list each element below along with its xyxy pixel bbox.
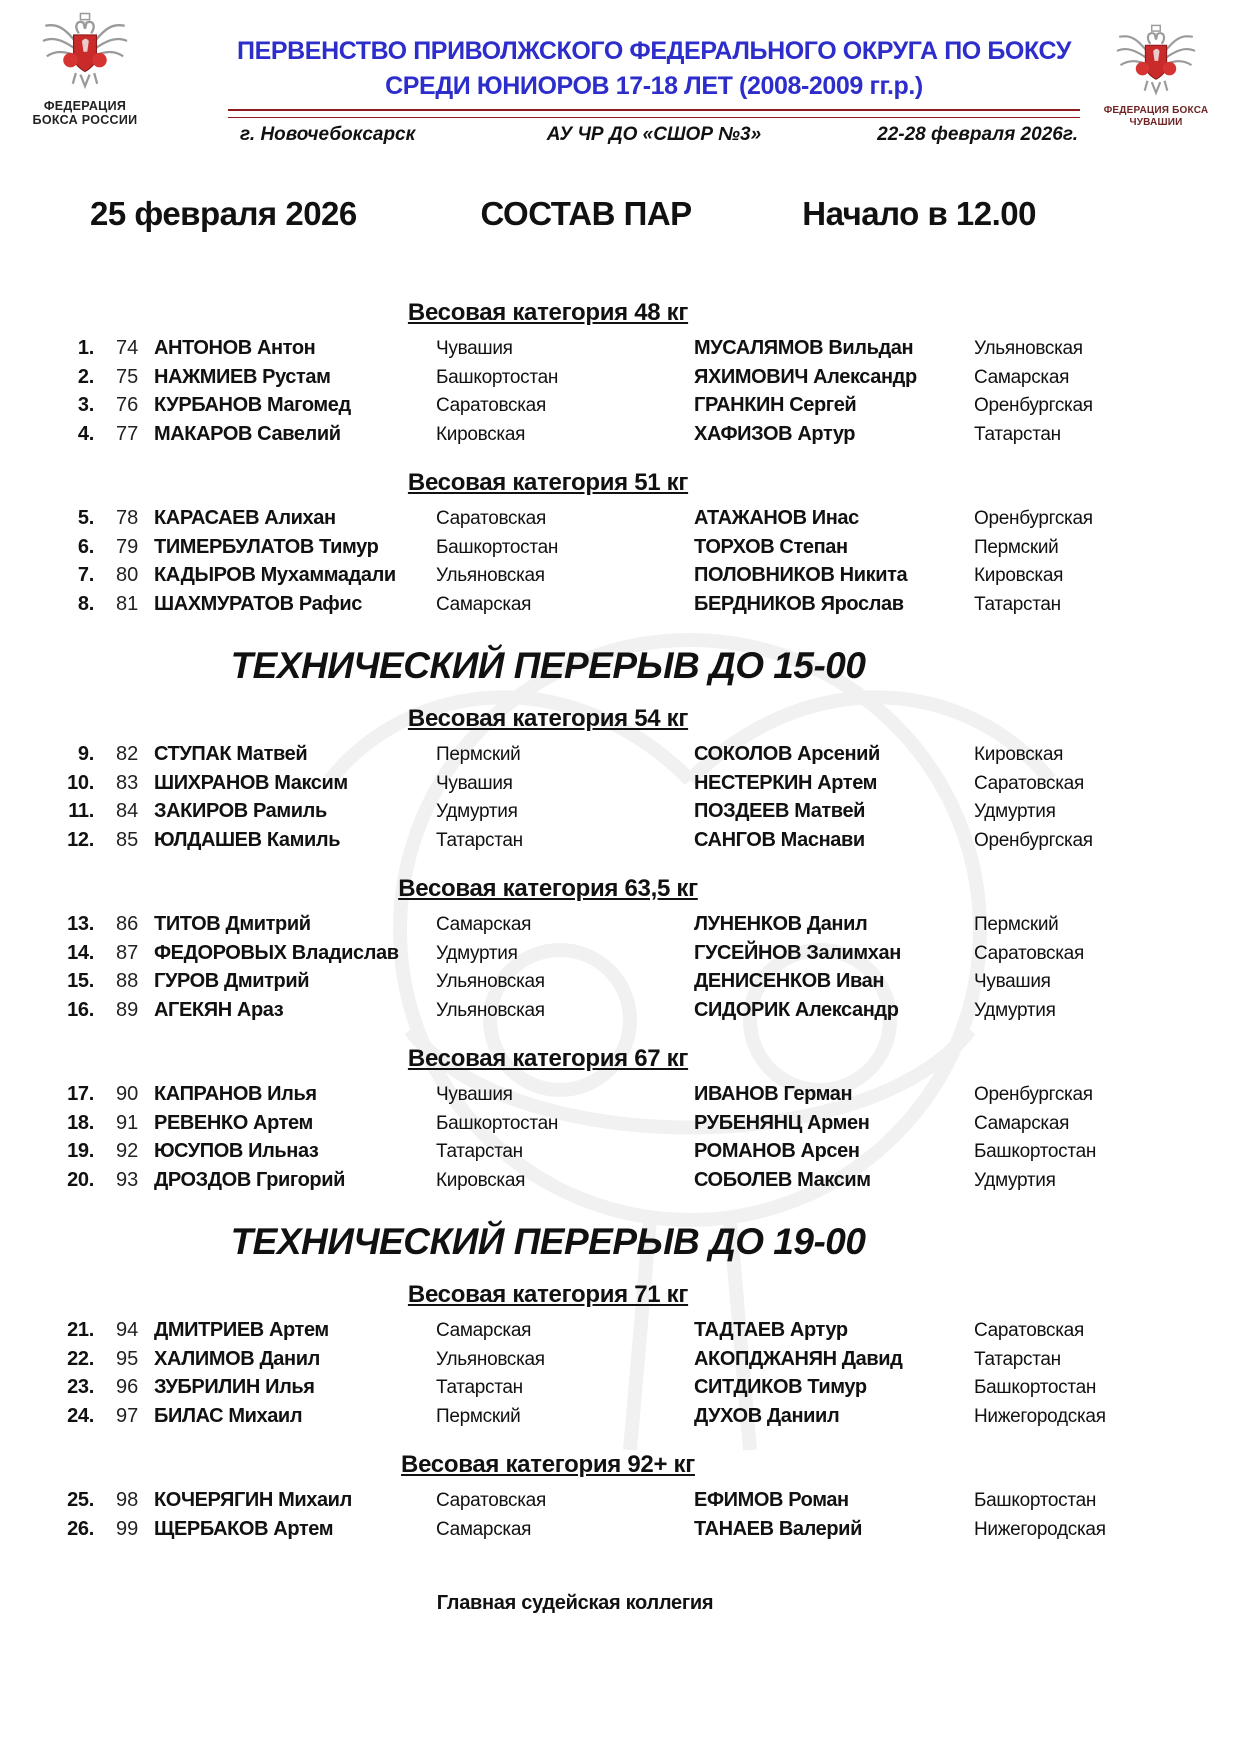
- tournament-title-line2: СРЕДИ ЮНИОРОВ 17-18 ЛЕТ (2008-2009 гг.р.): [385, 71, 923, 100]
- pair-row: [60, 800, 1241, 829]
- blue-corner-region: Удмуртия: [974, 1169, 1056, 1191]
- bout-number: 75: [116, 365, 139, 388]
- blue-corner-name: ЯХИМОВИЧ Александр: [694, 365, 917, 388]
- session-title: СОСТАВ ПАР: [480, 195, 692, 232]
- blue-corner-region: Кировская: [974, 565, 1064, 586]
- red-corner-name: АНТОНОВ Антон: [154, 337, 316, 359]
- blue-corner-name: РУБЕНЯНЦ Армен: [694, 1111, 870, 1134]
- red-corner-region: Самарская: [436, 914, 532, 935]
- red-corner-name: НАЖМИЕВ Рустам: [154, 365, 331, 388]
- bout-number: 84: [116, 800, 139, 822]
- red-corner-region: Самарская: [436, 1320, 532, 1341]
- pair-number: 5.: [77, 507, 94, 529]
- red-corner-name: ЗАКИРОВ Рамиль: [154, 800, 327, 822]
- red-corner-name: ШИХРАНОВ Максим: [154, 771, 348, 794]
- pair-number: 16.: [67, 998, 94, 1021]
- pair-row: [60, 999, 1241, 1028]
- pair-row: [60, 564, 1241, 593]
- pair-row: [60, 1489, 1241, 1518]
- blue-corner-name: ТОРХОВ Степан: [694, 535, 848, 558]
- bout-number: 74: [116, 337, 139, 359]
- red-corner-region: Чувашия: [436, 772, 513, 794]
- technical-break-notice: ТЕХНИЧЕСКИЙ ПЕРЕРЫВ ДО 15-00: [230, 645, 866, 686]
- pair-number: 12.: [67, 828, 94, 851]
- red-corner-name: СТУПАК Матвей: [154, 743, 308, 765]
- pair-row: [60, 593, 1241, 622]
- pair-number: 13.: [67, 913, 94, 935]
- pair-number: 6.: [77, 535, 94, 558]
- blue-corner-name: МУСАЛЯМОВ Вильдан: [694, 337, 914, 359]
- blue-corner-region: Саратовская: [974, 942, 1084, 964]
- pair-number: 14.: [67, 941, 94, 964]
- red-corner-region: Татарстан: [436, 1141, 523, 1162]
- blue-corner-name: РОМАНОВ Арсен: [694, 1140, 860, 1162]
- header-separator-rule: [228, 109, 1080, 118]
- pair-row: [60, 1376, 1241, 1405]
- blue-corner-name: ДЕНИСЕНКОВ Иван: [694, 970, 885, 992]
- blue-corner-name: ПОЗДЕЕВ Матвей: [694, 800, 866, 822]
- red-corner-region: Башкортостан: [436, 1112, 559, 1134]
- red-corner-name: КОЧЕРЯГИН Михаил: [154, 1489, 352, 1511]
- technical-break-notice: ТЕХНИЧЕСКИЙ ПЕРЕРЫВ ДО 19-00: [230, 1221, 866, 1262]
- blue-corner-region: Саратовская: [974, 772, 1084, 794]
- red-corner-region: Самарская: [436, 1518, 532, 1540]
- pair-row: [60, 1112, 1241, 1141]
- pair-row: [60, 507, 1241, 536]
- pair-row: [60, 942, 1241, 971]
- bout-number: 85: [116, 828, 139, 851]
- session-date: 25 февраля 2026: [90, 195, 357, 232]
- pair-number: 18.: [67, 1111, 94, 1134]
- pair-number: 26.: [67, 1517, 94, 1540]
- pair-row: [60, 743, 1241, 772]
- red-corner-name: МАКАРОВ Савелий: [154, 422, 341, 445]
- blue-corner-name: СИТДИКОВ Тимур: [694, 1376, 867, 1398]
- left-logo-caption-line1: ФЕДЕРАЦИЯ: [43, 99, 127, 113]
- weight-category-heading: Весовая категория 71 кг: [407, 1281, 689, 1308]
- pair-number: 22.: [67, 1347, 94, 1370]
- session-start-time: Начало в 12.00: [802, 195, 1036, 232]
- red-corner-region: Кировская: [436, 423, 526, 445]
- pair-row: [60, 829, 1241, 858]
- tournament-title-line1: ПЕРВЕНСТВО ПРИВОЛЖСКОГО ФЕДЕРАЛЬНОГО ОКРУГА ПО БОКСУ: [237, 37, 1071, 65]
- blue-corner-name: ХАФИЗОВ Артур: [694, 422, 856, 445]
- host-city: г. Новочебоксарск: [240, 124, 416, 145]
- red-corner-name: ХАЛИМОВ Данил: [154, 1347, 320, 1370]
- pair-number: 20.: [67, 1168, 94, 1191]
- bout-number: 86: [116, 913, 139, 935]
- red-corner-region: Саратовская: [436, 508, 546, 529]
- pair-row: [60, 1319, 1241, 1348]
- red-corner-name: ЗУБРИЛИН Илья: [154, 1376, 315, 1398]
- bout-number: 94: [116, 1319, 139, 1341]
- bout-number: 82: [116, 743, 139, 765]
- pair-row: [60, 366, 1241, 395]
- red-corner-region: Башкортостан: [436, 536, 559, 558]
- weight-category-heading: Весовая категория 54 кг: [407, 705, 689, 732]
- bout-number: 87: [116, 941, 139, 964]
- blue-corner-name: ГРАНКИН Сергей: [694, 394, 857, 416]
- bout-number: 80: [116, 564, 139, 586]
- pair-number: 17.: [67, 1083, 94, 1105]
- blue-corner-region: Пермский: [974, 914, 1059, 935]
- bout-number: 79: [116, 535, 139, 558]
- pair-number: 25.: [67, 1489, 94, 1511]
- blue-corner-region: Башкортостан: [974, 1377, 1097, 1398]
- red-corner-region: Ульяновская: [436, 999, 545, 1021]
- blue-corner-region: Саратовская: [974, 1320, 1084, 1341]
- blue-corner-name: ЛУНЕНКОВ Данил: [694, 913, 868, 935]
- red-corner-region: Татарстан: [436, 1377, 523, 1398]
- weight-category-heading: Весовая категория 92+ кг: [401, 1451, 695, 1478]
- pair-number: 11.: [68, 800, 94, 822]
- red-corner-name: ТИТОВ Дмитрий: [154, 913, 311, 935]
- bout-number: 91: [116, 1111, 139, 1134]
- blue-corner-region: Татарстан: [974, 1348, 1061, 1370]
- blue-corner-name: ТАДТАЕВ Артур: [694, 1319, 848, 1341]
- red-corner-region: Самарская: [436, 593, 532, 615]
- red-corner-region: Пермский: [436, 744, 521, 765]
- double-eagle-emblem-icon: [37, 12, 133, 96]
- red-corner-name: АГЕКЯН Араз: [154, 998, 284, 1021]
- red-corner-name: ЮСУПОВ Ильназ: [154, 1140, 319, 1162]
- bout-number: 78: [116, 507, 139, 529]
- red-corner-name: ДМИТРИЕВ Артем: [154, 1319, 329, 1341]
- pair-number: 23.: [67, 1376, 94, 1398]
- session-title-row: [90, 195, 1036, 233]
- blue-corner-name: СОБОЛЕВ Максим: [694, 1168, 871, 1191]
- pair-row: [60, 423, 1241, 452]
- bout-number: 92: [116, 1140, 139, 1162]
- pair-row: [60, 1140, 1241, 1169]
- blue-corner-name: ЕФИМОВ Роман: [694, 1489, 849, 1511]
- pair-number: 8.: [77, 592, 94, 615]
- pair-row: [60, 1348, 1241, 1377]
- pair-row: [60, 1083, 1241, 1112]
- red-corner-region: Чувашия: [436, 1084, 513, 1105]
- blue-corner-region: Самарская: [974, 366, 1070, 388]
- blue-corner-region: Нижегородская: [974, 1405, 1106, 1427]
- blue-corner-name: НЕСТЕРКИН Артем: [694, 771, 878, 794]
- bout-number: 97: [116, 1404, 139, 1427]
- footer-signature: Главная судейская коллегия: [436, 1592, 714, 1614]
- red-corner-region: Ульяновская: [436, 971, 545, 992]
- pair-row: [60, 772, 1241, 801]
- pair-number: 7.: [77, 564, 94, 586]
- red-corner-region: Саратовская: [436, 1490, 546, 1511]
- bout-number: 89: [116, 998, 139, 1021]
- pair-row: [60, 394, 1241, 423]
- red-corner-region: Башкортостан: [436, 366, 559, 388]
- red-corner-name: ФЕДОРОВЫХ Владислав: [154, 941, 399, 964]
- blue-corner-region: Ульяновская: [974, 338, 1083, 359]
- red-corner-region: Удмуртия: [436, 801, 518, 822]
- red-corner-name: БИЛАС Михаил: [154, 1404, 303, 1427]
- right-logo-caption-line1: ФЕДЕРАЦИЯ БОКСА: [1103, 105, 1209, 116]
- blue-corner-region: Оренбургская: [974, 395, 1093, 416]
- blue-corner-name: ИВАНОВ Герман: [694, 1083, 853, 1105]
- blue-corner-region: Татарстан: [974, 593, 1061, 615]
- bout-number: 99: [116, 1517, 139, 1540]
- blue-corner-region: Кировская: [974, 744, 1064, 765]
- blue-corner-region: Пермский: [974, 536, 1059, 558]
- blue-corner-name: АКОПДЖАНЯН Давид: [694, 1347, 903, 1370]
- bout-number: 88: [116, 970, 139, 992]
- red-corner-region: Пермский: [436, 1405, 521, 1427]
- blue-corner-name: АТАЖАНОВ Инас: [694, 507, 859, 529]
- blue-corner-region: Удмуртия: [974, 801, 1056, 822]
- blue-corner-region: Нижегородская: [974, 1518, 1106, 1540]
- chuvashia-boxing-federation-logo: [1091, 24, 1221, 128]
- red-corner-region: Татарстан: [436, 829, 523, 851]
- pair-number: 15.: [67, 970, 94, 992]
- right-logo-caption-line2: ЧУВАШИИ: [1129, 116, 1183, 128]
- double-eagle-emblem-icon: [1112, 24, 1200, 102]
- pair-number: 1.: [77, 337, 94, 359]
- blue-corner-region: Удмуртия: [974, 999, 1056, 1021]
- blue-corner-name: САНГОВ Маснави: [694, 828, 865, 851]
- weight-category-heading: Весовая категория 51 кг: [407, 469, 689, 496]
- red-corner-name: ТИМЕРБУЛАТОВ Тимур: [154, 535, 379, 558]
- pair-row: [60, 337, 1241, 366]
- red-corner-name: ГУРОВ Дмитрий: [154, 970, 310, 992]
- pair-number: 9.: [77, 743, 94, 765]
- pair-number: 2.: [77, 365, 94, 388]
- blue-corner-region: Оренбургская: [974, 1084, 1093, 1105]
- document-header: [0, 0, 1241, 145]
- russia-boxing-federation-logo: [25, 12, 145, 128]
- blue-corner-name: ТАНАЕВ Валерий: [694, 1517, 862, 1540]
- pair-number: 3.: [77, 394, 94, 416]
- bout-number: 93: [116, 1168, 139, 1191]
- pairs-list: [0, 299, 1241, 1546]
- blue-corner-region: Самарская: [974, 1112, 1070, 1134]
- blue-corner-name: ПОЛОВНИКОВ Никита: [694, 564, 908, 586]
- pair-row: [60, 536, 1241, 565]
- red-corner-name: КАРАСАЕВ Алихан: [154, 507, 336, 529]
- pair-number: 10.: [67, 771, 94, 794]
- blue-corner-region: Башкортостан: [974, 1490, 1097, 1511]
- red-corner-name: ДРОЗДОВ Григорий: [154, 1168, 345, 1191]
- bout-number: 81: [116, 592, 139, 615]
- pair-number: 21.: [67, 1319, 94, 1341]
- bout-number: 98: [116, 1489, 139, 1511]
- blue-corner-region: Башкортостан: [974, 1141, 1097, 1162]
- pair-row: [60, 1169, 1241, 1198]
- pair-number: 19.: [67, 1140, 94, 1162]
- blue-corner-name: ГУСЕЙНОВ Залимхан: [694, 941, 901, 964]
- blue-corner-name: ДУХОВ Даниил: [694, 1404, 840, 1427]
- blue-corner-region: Чувашия: [974, 971, 1051, 992]
- bout-number: 77: [116, 422, 139, 445]
- red-corner-region: Удмуртия: [436, 942, 518, 964]
- bout-number: 83: [116, 771, 139, 794]
- blue-corner-name: СИДОРИК Александр: [694, 998, 899, 1021]
- red-corner-region: Ульяновская: [436, 565, 545, 586]
- red-corner-name: ШАХМУРАТОВ Рафис: [154, 592, 363, 615]
- pair-row: [60, 1405, 1241, 1434]
- pair-row: [60, 913, 1241, 942]
- weight-category-heading: Весовая категория 48 кг: [407, 299, 689, 326]
- red-corner-name: ЩЕРБАКОВ Артем: [154, 1517, 334, 1540]
- blue-corner-name: БЕРДНИКОВ Ярослав: [694, 592, 904, 615]
- pair-row: [60, 970, 1241, 999]
- red-corner-name: КАДЫРОВ Мухаммадали: [154, 564, 396, 586]
- venue-name: АУ ЧР ДО «СШОР №3»: [546, 124, 762, 145]
- red-corner-region: Чувашия: [436, 338, 513, 359]
- red-corner-name: ЮЛДАШЕВ Камиль: [154, 828, 341, 851]
- event-dates: 22-28 февраля 2026г.: [877, 124, 1078, 145]
- blue-corner-region: Оренбургская: [974, 829, 1093, 851]
- bout-number: 76: [116, 394, 139, 416]
- red-corner-name: КУРБАНОВ Магомед: [154, 394, 351, 416]
- blue-corner-region: Татарстан: [974, 423, 1061, 445]
- red-corner-region: Кировская: [436, 1169, 526, 1191]
- red-corner-region: Саратовская: [436, 395, 546, 416]
- weight-category-heading: Весовая категория 63,5 кг: [398, 875, 698, 902]
- bout-number: 96: [116, 1376, 139, 1398]
- pair-number: 4.: [77, 422, 94, 445]
- red-corner-region: Ульяновская: [436, 1348, 545, 1370]
- pair-number: 24.: [67, 1404, 94, 1427]
- blue-corner-name: СОКОЛОВ Арсений: [694, 743, 880, 765]
- red-corner-name: КАПРАНОВ Илья: [154, 1083, 317, 1105]
- left-logo-caption-line2: БОКСА РОССИИ: [32, 113, 138, 128]
- pair-row: [60, 1518, 1241, 1547]
- blue-corner-region: Оренбургская: [974, 508, 1093, 529]
- red-corner-name: РЕВЕНКО Артем: [154, 1111, 313, 1134]
- bout-number: 95: [116, 1347, 139, 1370]
- bout-number: 90: [116, 1083, 139, 1105]
- weight-category-heading: Весовая категория 67 кг: [407, 1045, 689, 1072]
